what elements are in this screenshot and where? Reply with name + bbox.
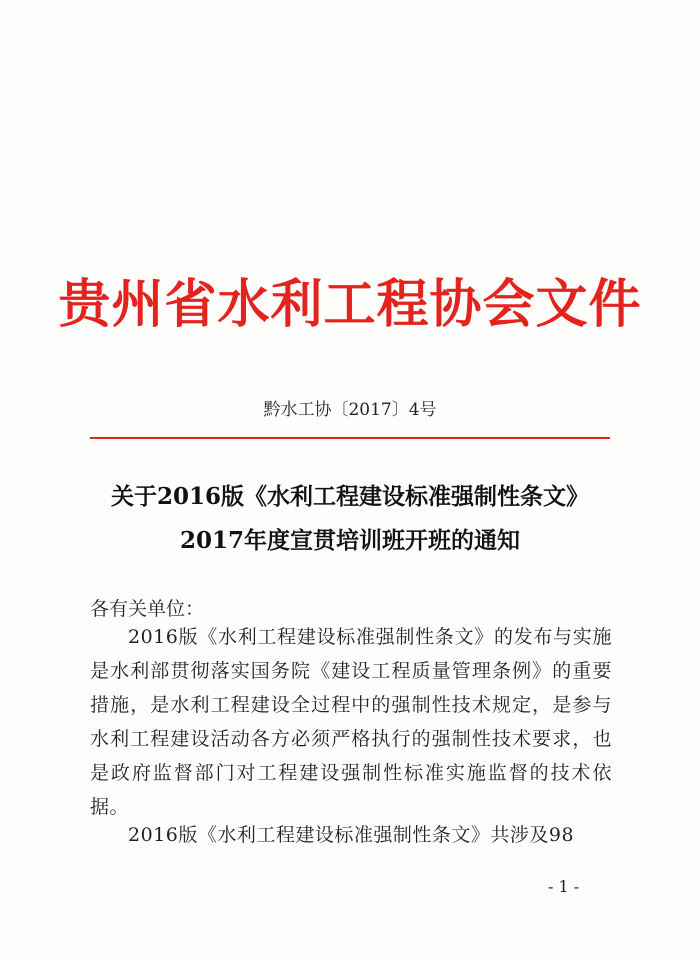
salutation: 各有关单位：	[90, 598, 205, 620]
red-divider-line	[90, 437, 610, 439]
body-paragraph: 2016版《水利工程建设标准强制性条文》的发布与实施是水利部贯彻落实国务院《建设工程质量管理条例》的重要措施，是水利工程建设全过程中的强制性技术规定，是参与水利工程建设活动各方必须严格执行的强制性技术要求，也是政府监督部门对工程建设强制性标准实施监督的技术依据。	[90, 626, 612, 818]
notice-title-line-1: 关于2016版《水利工程建设标准强制性条文》	[110, 483, 589, 510]
notice-title-line-2: 2017年度宣贯培训班开班的通知	[179, 527, 520, 554]
page-number: - 1 -	[548, 877, 580, 896]
organization-header: 贵州省水利工程协会文件	[58, 275, 642, 335]
document-number: 黔水工协〔2017〕4号	[263, 400, 437, 420]
body-paragraph: 2016版《水利工程建设标准强制性条文》共涉及98	[128, 824, 575, 846]
